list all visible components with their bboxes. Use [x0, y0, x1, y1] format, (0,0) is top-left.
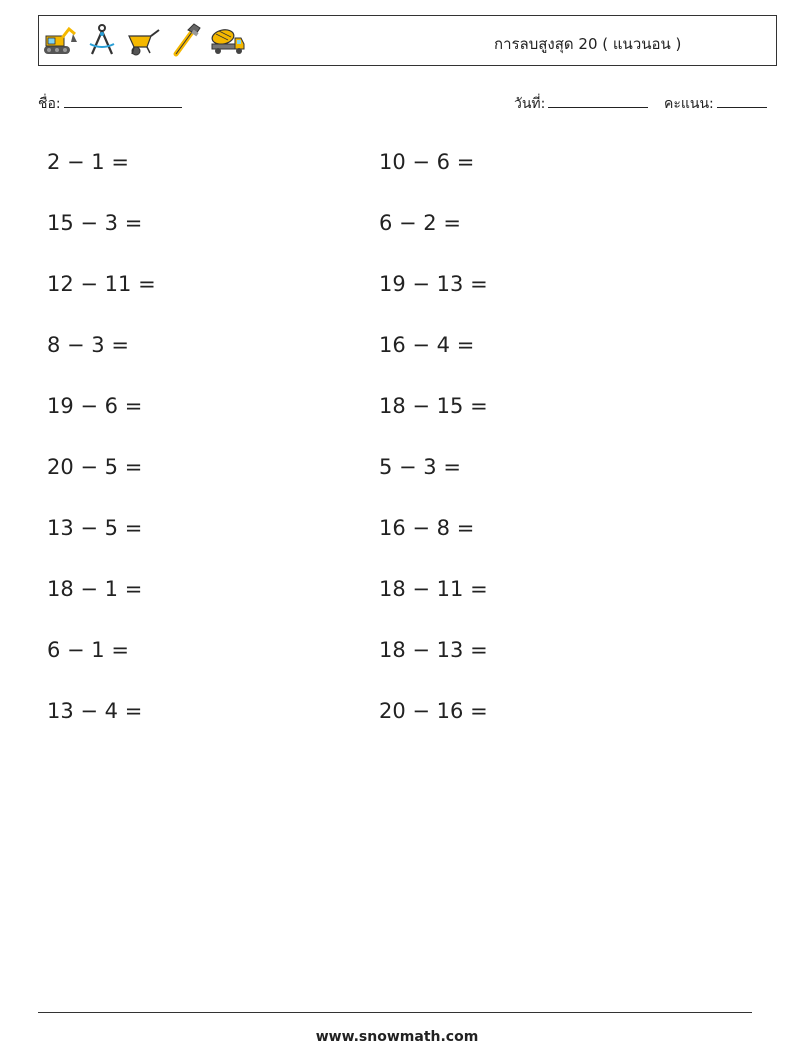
problem-left-9: 6 − 1 = [47, 638, 129, 662]
score-blank[interactable] [717, 93, 767, 108]
name-label: ชื่อ: [38, 96, 61, 112]
footer-divider [38, 1012, 752, 1013]
score-label: คะแนน: [664, 96, 714, 112]
problem-right-7: 16 − 8 = [379, 516, 475, 540]
date-field[interactable] [514, 93, 648, 115]
problem-left-7: 13 − 5 = [47, 516, 143, 540]
wrench-icon [168, 22, 204, 58]
problem-right-9: 18 − 13 = [379, 638, 488, 662]
problem-right-6: 5 − 3 = [379, 455, 461, 479]
name-blank[interactable] [64, 93, 182, 108]
problem-left-10: 13 − 4 = [47, 699, 143, 723]
wheelbarrow-icon [126, 22, 162, 58]
compass-icon [84, 22, 120, 58]
date-blank[interactable] [548, 93, 648, 108]
name-field[interactable] [38, 93, 182, 115]
worksheet-header [38, 15, 777, 66]
header-icons [42, 22, 246, 58]
problem-left-1: 2 − 1 = [47, 150, 129, 174]
problem-right-10: 20 − 16 = [379, 699, 488, 723]
problem-right-8: 18 − 11 = [379, 577, 488, 601]
footer-url[interactable]: www.snowmath.com [315, 1029, 479, 1045]
problem-left-4: 8 − 3 = [47, 333, 129, 357]
problem-left-5: 19 − 6 = [47, 394, 143, 418]
problem-left-3: 12 − 11 = [47, 272, 156, 296]
problem-left-8: 18 − 1 = [47, 577, 143, 601]
problem-left-6: 20 − 5 = [47, 455, 143, 479]
problem-right-5: 18 − 15 = [379, 394, 488, 418]
problem-right-3: 19 − 13 = [379, 272, 488, 296]
worksheet-title: การลบสูงสุด 20 ( แนวนอน ) [494, 35, 682, 53]
problem-right-4: 16 − 4 = [379, 333, 475, 357]
problem-left-2: 15 − 3 = [47, 211, 143, 235]
date-label: วันที่: [514, 96, 546, 112]
excavator-icon [42, 22, 78, 58]
problem-right-2: 6 − 2 = [379, 211, 461, 235]
score-field[interactable] [664, 93, 767, 115]
cement-truck-icon [210, 22, 246, 58]
problem-right-1: 10 − 6 = [379, 150, 475, 174]
